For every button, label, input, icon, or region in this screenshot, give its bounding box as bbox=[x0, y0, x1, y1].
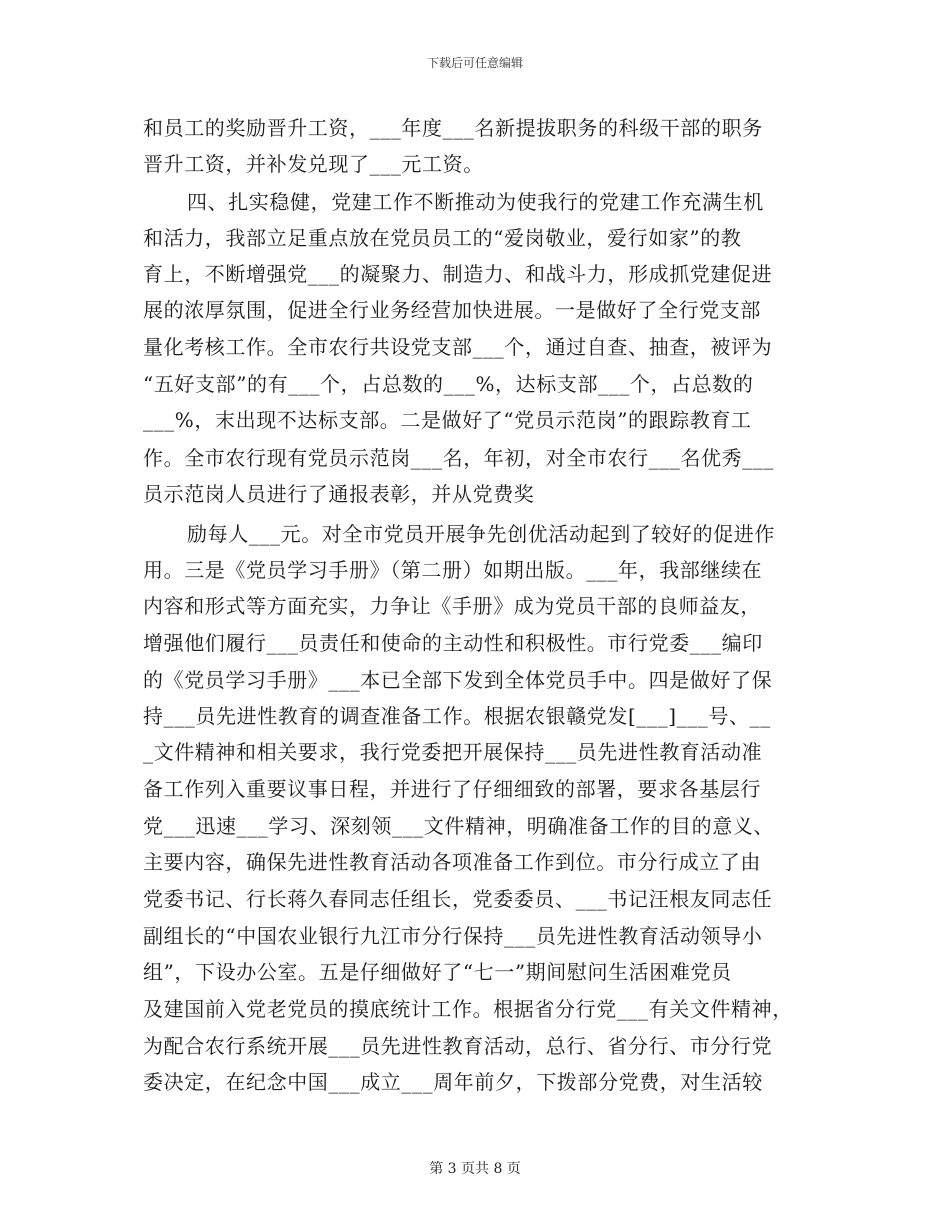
text-line: 晋升工资，并补发兑现了___元工资。 bbox=[143, 152, 484, 176]
text-line: 员示范岗人员进行了通报表彰，并从党费奖 bbox=[143, 482, 535, 506]
text-line: 四、扎实稳健，党建工作不断推动为使我行的党建工作充满生机 bbox=[187, 190, 764, 214]
text-line: 展的浓厚氛围，促进全行业务经营加快进展。一是做好了全行党支部 bbox=[143, 298, 761, 322]
text-line: 持___员先进性教育的调查准备工作。根据农银赣党发[___]___号、__ bbox=[143, 704, 771, 728]
text-line: “五好支部”的有___个，占总数的___%，达标支部___个，占总数的 bbox=[143, 372, 754, 396]
text-line: 的《党员学习手册》___本已全部下发到全体党员手中。四是做好了保 bbox=[143, 668, 773, 692]
text-line: 增强他们履行___员责任和使命的主动性和积极性。市行党委___编印 bbox=[143, 631, 763, 655]
text-line: ___%，末出现不达标支部。二是做好了“党员示范岗”的跟踪教育工 bbox=[143, 408, 752, 432]
text-line: 主要内容，确保先进性教育活动各项准备工作到位。市分行成立了由 bbox=[143, 850, 761, 874]
text-line: 为配合农行系统开展___员先进性教育活动，总行、省分行、市分行党 bbox=[143, 1034, 773, 1058]
text-line: 和员工的奖励晋升工资，___年度___名新提拔职务的科级干部的职务 bbox=[143, 116, 763, 140]
text-line: 内容和形式等方面充实，力争让《手册》成为党员干部的良师益友， bbox=[143, 594, 761, 618]
text-line: 作。全市农行现有党员示范岗___名，年初，对全市农行___名优秀___ bbox=[143, 446, 774, 470]
text-line: 及建国前入党老党员的摸底统计工作。根据省分行党___有关文件精神， bbox=[143, 997, 793, 1021]
text-line: 党委书记、行长蒋久春同志任组长，党委委员、___书记汪根友同志任 bbox=[143, 887, 773, 911]
text-line: 委决定，在纪念中国___成立___周年前夕，下拨部分党费，对生活较 bbox=[143, 1070, 763, 1094]
text-line: 副组长的“中国农业银行九江市分行保持___员先进性教育活动领导小 bbox=[143, 924, 763, 948]
text-line: _文件精神和相关要求，我行党委把开展保持___员先进性教育活动准 bbox=[143, 740, 763, 764]
text-line: 用。三是《党员学习手册》（第二册）如期出版。___年，我部继续在 bbox=[143, 558, 763, 582]
text-line: 量化考核工作。全市农行共设党支部___个，通过自查、抽查，被评为 bbox=[143, 335, 773, 359]
text-line: 和活力，我部立足重点放在党员员工的“爱岗敬业，爱行如家”的教 bbox=[143, 226, 742, 250]
text-line: 备工作列入重要议事日程，并进行了仔细细致的部署，要求各基层行 bbox=[143, 777, 761, 801]
text-line: 党___迅速___学习、深刻领___文件精神，明确准备工作的目的意义、 bbox=[143, 814, 774, 838]
text-line: 组”，下设办公室。五是仔细做好了“七一”期间慰问生活困难党员 bbox=[143, 960, 732, 984]
page-number: 第 3 页共 8 页 bbox=[429, 1161, 521, 1177]
text-line: 励每人___元。对全市党员开展争先创优活动起到了较好的促进作 bbox=[187, 522, 775, 546]
page-header-note: 下载后可任意编辑 bbox=[426, 56, 523, 70]
text-line: 育上，不断增强党___的凝聚力、制造力、和战斗力，形成抓党建促进 bbox=[143, 262, 773, 286]
